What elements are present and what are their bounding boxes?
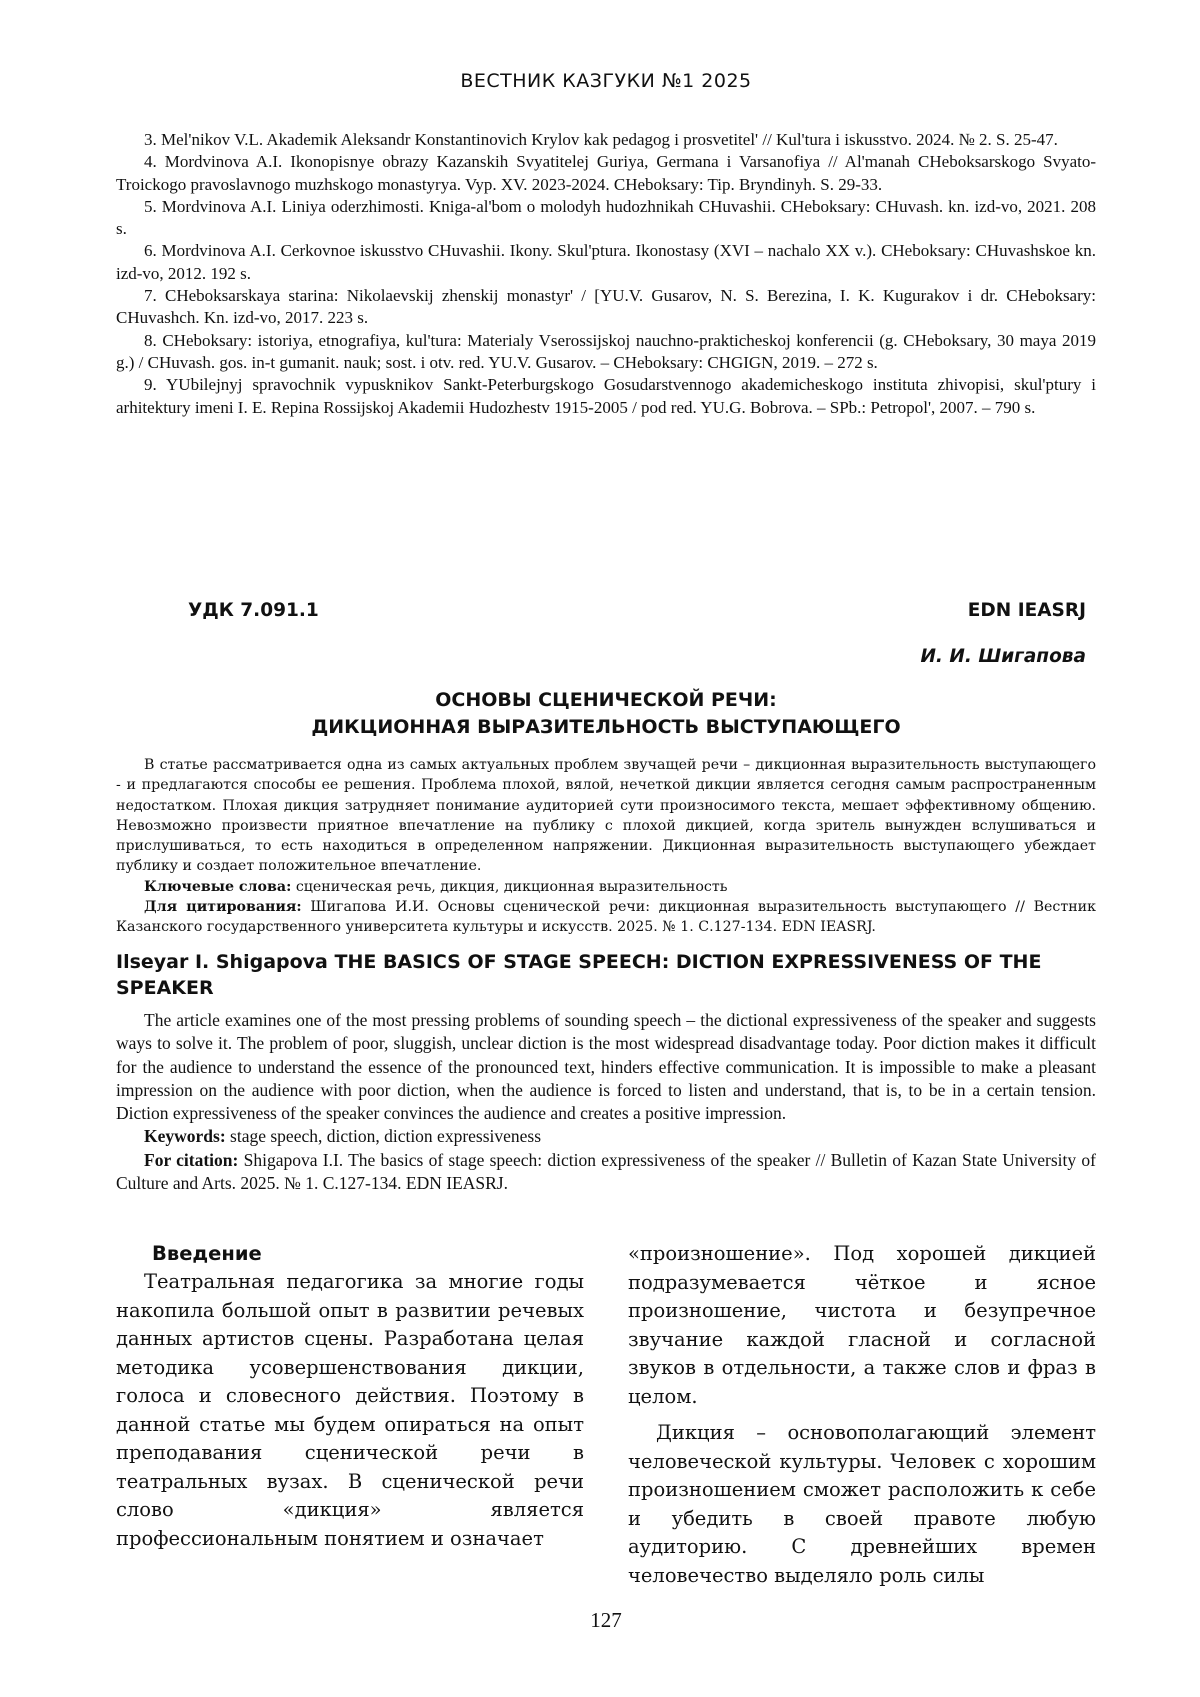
edn-code: EDN IEASRJ [967,600,1086,621]
keywords-value: stage speech, diction, diction expressiveness [225,1126,542,1147]
article-title-line: ОСНОВЫ СЦЕНИЧЕСКОЙ РЕЧИ: [435,689,777,711]
reference-item: 6. Mordvinova A.I. Cerkovnoe iskusstvo CHuvashii. Ikony. Skul'ptura. Ikonostasy (XVI – nachalo XX v.). CHeboksary: CHuvashskoe kn. izd-vo, 2012. 192 s. [116,241,1096,283]
section-heading: Введение [152,1242,262,1265]
udk-edn-row [188,600,1086,621]
english-title: Ilseyar I. Shigapova THE BASICS OF STAGE SPEECH: DICTION EXPRESSIVENESS OF THE SPEAKER [116,951,1042,999]
citation-label: Для цитирования: [144,899,302,916]
reference-item: 7. CHeboksarskaya starina: Nikolaevskij zhenskij monastyr' / [YU.V. Gusarov, N. S. Berezina, I. K. Kugurakov i dr. CHeboksary: CHuvashch. Kn. izd-vo, 2017. 223 s. [116,286,1096,328]
keywords-ru [116,877,1096,897]
keywords-value: сценическая речь, дикция, дикционная выразительность [291,878,728,895]
reference-list [116,129,1096,419]
citation-ru [116,897,1096,938]
abstract-text: The article examines one of the most pressing problems of sounding speech – the dictional expressiveness of the speaker and suggests ways to solve it. The problem of poor, sluggish, unclear diction is the most widespread disadvantage today. Poor diction makes it difficult for the audience to understand the essence of the pronounced text, hinders effective communication. It is impossible to make a pleasant impression on the audience with poor diction, when the audience is forced to listen and understand, that is, to be in a certain tension. Diction expressiveness of the speaker convinces the audience and creates a positive impression. [116,1010,1096,1124]
keywords-label: Ключевые слова: [144,878,292,895]
reference-item: 3. Mel'nikov V.L. Akademik Aleksandr Konstantinovich Krylov kak pedagog i prosvetitel' // Kul'tura i iskusstvo. 2024. № 2. S. 25-47. [144,130,1058,149]
article-title-line: ДИКЦИОННАЯ ВЫРАЗИТЕЛЬНОСТЬ ВЫСТУПАЮЩЕГО [311,716,901,738]
abstract-russian [116,755,1096,938]
body-paragraph: Театральная педагогика за многие годы накопила большой опыт в развитии речевых данных артистов сцены. Разработана целая методика усовершенствования дикции, голоса и словесного действия. Поэтому в данной статье мы будем опираться на опыт преподавания сценической речи в театральных вузах. В сценической речи слово «дикция» является профессиональным понятием и означает [116,1270,584,1550]
body-column-right [628,1240,1096,1590]
citation-label: For citation: [144,1149,239,1170]
reference-item: 8. CHeboksary: istoriya, etnografiya, kul'tura: Materialy Vserossijskoj nauchno-prakticheskoj konferencii (g. CHeboksary, 30 maya 2019 g.) / CHuvash. gos. in-t gumanit. nauk; sost. i otv. red. YU.V. Gusarov. – CHeboksary: CHGIGN, 2019. – 272 s. [116,330,1096,372]
running-head: ВЕСТНИК КАЗГУКИ №1 2025 [460,70,752,92]
author-name: И. И. Шигапова [920,646,1086,667]
abstract-text: В статье рассматривается одна из самых актуальных проблем звучащей речи – дикционная выразительность выступающего - и предлагаются способы ее решения. Проблема плохой, вялой, нечеткой дикции является сегодня самым распространенным недостатком. Плохая дикция затрудняет понимание аудиторией сути произносимого текста, мешает эффективному общению. Невозможно произвести приятное впечатление на публику с плохой дикцией, когда зритель вынужден вслушиваться и прислушиваться, то есть находиться в определенном напряжении. Дикционная выразительность выступающего убеждает публику и создает положительное впечатление. [116,757,1096,875]
reference-item: 5. Mordvinova A.I. Liniya oderzhimosti. Kniga-al'bom o molodyh hudozhnikah CHuvashii. CHeboksary: CHuvash. kn. izd-vo, 2021. 208 s. [116,196,1096,239]
citation-value: Shigapova I.I. The basics of stage speech: diction expressiveness of the speaker // Bulletin of Kazan State University of Culture and Arts. 2025. № 1. C.127-134. EDN IEASRJ. [116,1149,1096,1194]
udk-code: УДК 7.091.1 [188,600,319,621]
keywords-label: Keywords: [144,1126,226,1147]
body-paragraph: «произношение». Под хорошей дикцией подразумевается чёткое и ясное произношение, чистота и безупречное звучание каждой гласной и согласной звуков в отдельности, а также слов и фраз в целом. [628,1242,1096,1408]
body-paragraph: Дикция – основополагающий элемент человеческой культуры. Человек с хорошим произношением сможет расположить к себе и убедить в своей правоте любую аудиторию. С древнейших времен человечество выделяло роль силы [628,1421,1096,1587]
keywords-en [116,1125,1096,1148]
reference-item: 4. Mordvinova A.I. Ikonopisnye obrazy Kazanskih Svyatitelej Guriya, Germana i Varsanofiya // Al'manah CHeboksarskogo Svyato-Troickogo pravoslavnogo muzhskogo monastyrya. Vyp. XV. 2023-2024. CHeboksary: Tip. Bryndinyh. S. 29-33. [116,152,1096,194]
page-number: 127 [590,1608,622,1632]
reference-item: 9. YUbilejnyj spravochnik vypusknikov Sankt-Peterburgskogo Gosudarstvennogo akademicheskogo instituta zhivopisi, skul'ptury i arhitektury imeni I. E. Repina Rossijskoj Akademii Hudozhestv 1915-2005 / pod red. YU.G. Bobrova. – SPb.: Petropol', 2007. – 790 s. [116,375,1096,417]
citation-en [116,1149,1096,1196]
article-title [116,687,1096,741]
body-column-left [116,1240,584,1553]
citation-value: Шигапова И.И. Основы сценической речи: дикционная выразительность выступающего // Вестник Казанского государственного университета культуры и искусств. 2025. № 1. С.127-134. EDN IEASRJ. [116,899,1096,936]
abstract-english [116,1009,1096,1195]
